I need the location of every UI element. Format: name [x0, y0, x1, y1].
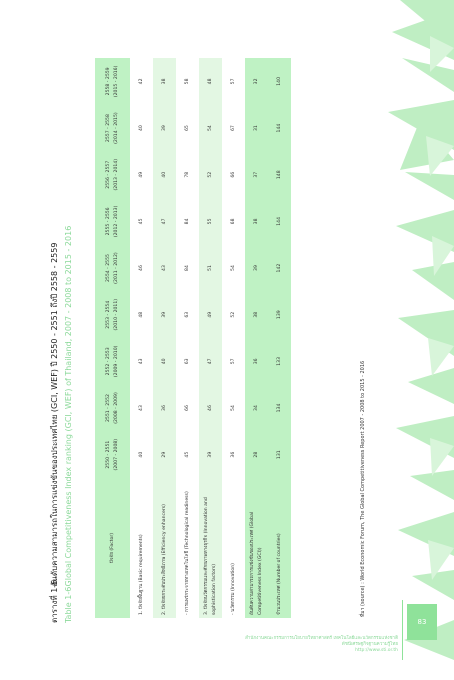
table-cell: 42 — [130, 58, 153, 105]
year-column-header: 2558 - 2559 (2015 - 2016) — [95, 58, 130, 105]
row-label: 1. ปัจจัยพื้นฐาน (Basic requirements) — [130, 478, 153, 618]
row-label: 3. ปัจจัยนวัตกรรมและศักยภาพทางธุรกิจ (Innovation and sophistication factors) — [199, 478, 222, 618]
table-row — [153, 58, 176, 618]
year-column-header: 2550 - 2551 (2007 - 2008) — [95, 431, 130, 478]
table-cell: 66 — [222, 151, 245, 198]
table-cell: 66 — [176, 385, 199, 432]
row-label: จำนวนประเทศ (Number of countries) — [268, 478, 291, 618]
table-cell: 38 — [245, 198, 268, 245]
year-column-header: 2555 - 2556 (2012 - 2013) — [95, 198, 130, 245]
year-column-header: 2553 - 2554 (2010 - 2011) — [95, 291, 130, 338]
table-row — [222, 58, 245, 618]
source-note: ที่มา (source) : World Economic Forum, The Global Competitiveness Report 2007 - 2008 to 2015 - 2016 — [360, 360, 366, 617]
table-cell: 29 — [153, 431, 176, 478]
year-column-header: 2557 - 2558 (2014 - 2015) — [95, 105, 130, 152]
table-cell: 68 — [222, 198, 245, 245]
table-cell: 36 — [222, 431, 245, 478]
year-column-header: 2556 - 2557 (2013 - 2014) — [95, 151, 130, 198]
table-cell: 57 — [222, 58, 245, 105]
table-cell: 67 — [222, 105, 245, 152]
table-row — [130, 58, 153, 618]
thai-table-title: อันดับความสามารถในการแข่งขันของประเทศไทย (GCI, WEF) ปี 2550 - 2551 ถึงปี 2558 - 2559 — [50, 242, 59, 587]
table-cell: 38 — [245, 291, 268, 338]
table-cell: 40 — [130, 431, 153, 478]
year-column-header: 2552 - 2553 (2009 - 2010) — [95, 338, 130, 385]
table-cell: 37 — [245, 151, 268, 198]
footer-publisher — [188, 636, 398, 654]
table-cell: 43 — [130, 338, 153, 385]
table-cell: 36 — [245, 338, 268, 385]
table-cell: 133 — [268, 338, 291, 385]
table-cell: 63 — [176, 338, 199, 385]
table-title-block — [48, 68, 90, 623]
year-column-header: 2554 - 2555 (2011 - 2012) — [95, 245, 130, 292]
table-row — [245, 58, 268, 618]
row-label: อันดับความสามารถการแข่งขันของประเทศ (Global Competitiveness Index (GCI)) — [245, 478, 268, 618]
table-row — [176, 58, 199, 618]
table-cell: 45 — [176, 431, 199, 478]
table-cell: 45 — [130, 198, 153, 245]
table-cell: 48 — [130, 291, 153, 338]
table-cell: 32 — [245, 58, 268, 105]
page-number: 83 — [407, 604, 437, 640]
table-cell: 144 — [268, 198, 291, 245]
table-row — [199, 58, 222, 618]
table-cell: 39 — [153, 105, 176, 152]
gci-ranking-table — [95, 58, 291, 618]
table-cell: 46 — [199, 385, 222, 432]
table-cell: 49 — [130, 151, 153, 198]
factor-column-header: ปัจจัย (Factor) — [95, 478, 130, 618]
table-cell: 54 — [199, 105, 222, 152]
table-cell: 65 — [176, 105, 199, 152]
table-cell: 38 — [153, 58, 176, 105]
table-cell: 148 — [268, 151, 291, 198]
thai-title-line — [48, 68, 62, 623]
table-cell: 36 — [153, 385, 176, 432]
table-cell: 39 — [153, 291, 176, 338]
table-cell: 40 — [153, 338, 176, 385]
thai-table-number: ตารางที่ 1-6 — [50, 579, 59, 623]
table-cell: 52 — [222, 291, 245, 338]
table-cell: 57 — [222, 338, 245, 385]
year-column-header: 2551 - 2552 (2008 - 2009) — [95, 385, 130, 432]
table-row — [268, 58, 291, 618]
table-cell: 47 — [153, 198, 176, 245]
row-label: - การแพร่กระจายทางเทคโนโลยี (Technological readiness) — [176, 478, 199, 618]
table-cell: 46 — [130, 245, 153, 292]
table-cell: 131 — [268, 431, 291, 478]
table-cell: 142 — [268, 245, 291, 292]
table-cell: 54 — [222, 245, 245, 292]
table-cell: 63 — [176, 291, 199, 338]
table-cell: 140 — [268, 58, 291, 105]
table-cell: 39 — [199, 431, 222, 478]
table-cell: 28 — [245, 431, 268, 478]
table-cell: 54 — [222, 385, 245, 432]
footer-agency-name: สำนักงานคณะกรรมการนโยบายวิทยาศาสตร์ เทคโนโลยีและนวัตกรรมแห่งชาติ — [245, 636, 398, 641]
table-cell: 39 — [245, 245, 268, 292]
table-cell: 40 — [153, 151, 176, 198]
table-cell: 78 — [176, 151, 199, 198]
table-cell: 144 — [268, 105, 291, 152]
table-cell: 43 — [153, 245, 176, 292]
english-table-number: Table 1-6 — [64, 586, 73, 623]
table-cell: 47 — [199, 338, 222, 385]
table-cell: 48 — [199, 58, 222, 105]
table-cell: 84 — [176, 198, 199, 245]
row-label: - นวัตกรรม (Innovation) — [222, 478, 245, 618]
table-cell: 49 — [199, 291, 222, 338]
english-title-line — [62, 68, 76, 623]
row-label: 2. ปัจจัยยกระดับประสิทธิภาพ (Efficiency enhancers) — [153, 478, 176, 618]
table-cell: 139 — [268, 291, 291, 338]
table-cell: 134 — [268, 385, 291, 432]
gci-ranking-table-frame — [95, 58, 357, 618]
table-cell: 58 — [176, 58, 199, 105]
english-table-title: Global Competitiveness Index ranking (GCI, WEF) of Thailand, 2007 - 2008 to 2015 - 2016 — [64, 225, 73, 587]
table-cell: 51 — [199, 245, 222, 292]
table-cell: 31 — [245, 105, 268, 152]
table-cell: 84 — [176, 245, 199, 292]
table-cell: 40 — [130, 105, 153, 152]
table-cell: 43 — [130, 385, 153, 432]
footer-publication-name: ดัชนีเศรษฐกิจฐานความรู้ไทย — [341, 642, 398, 647]
table-cell: 55 — [199, 198, 222, 245]
table-cell: 34 — [245, 385, 268, 432]
table-cell: 52 — [199, 151, 222, 198]
footer-website-link[interactable]: http://www.sti.or.th — [355, 648, 398, 653]
table-header-row — [95, 58, 130, 618]
